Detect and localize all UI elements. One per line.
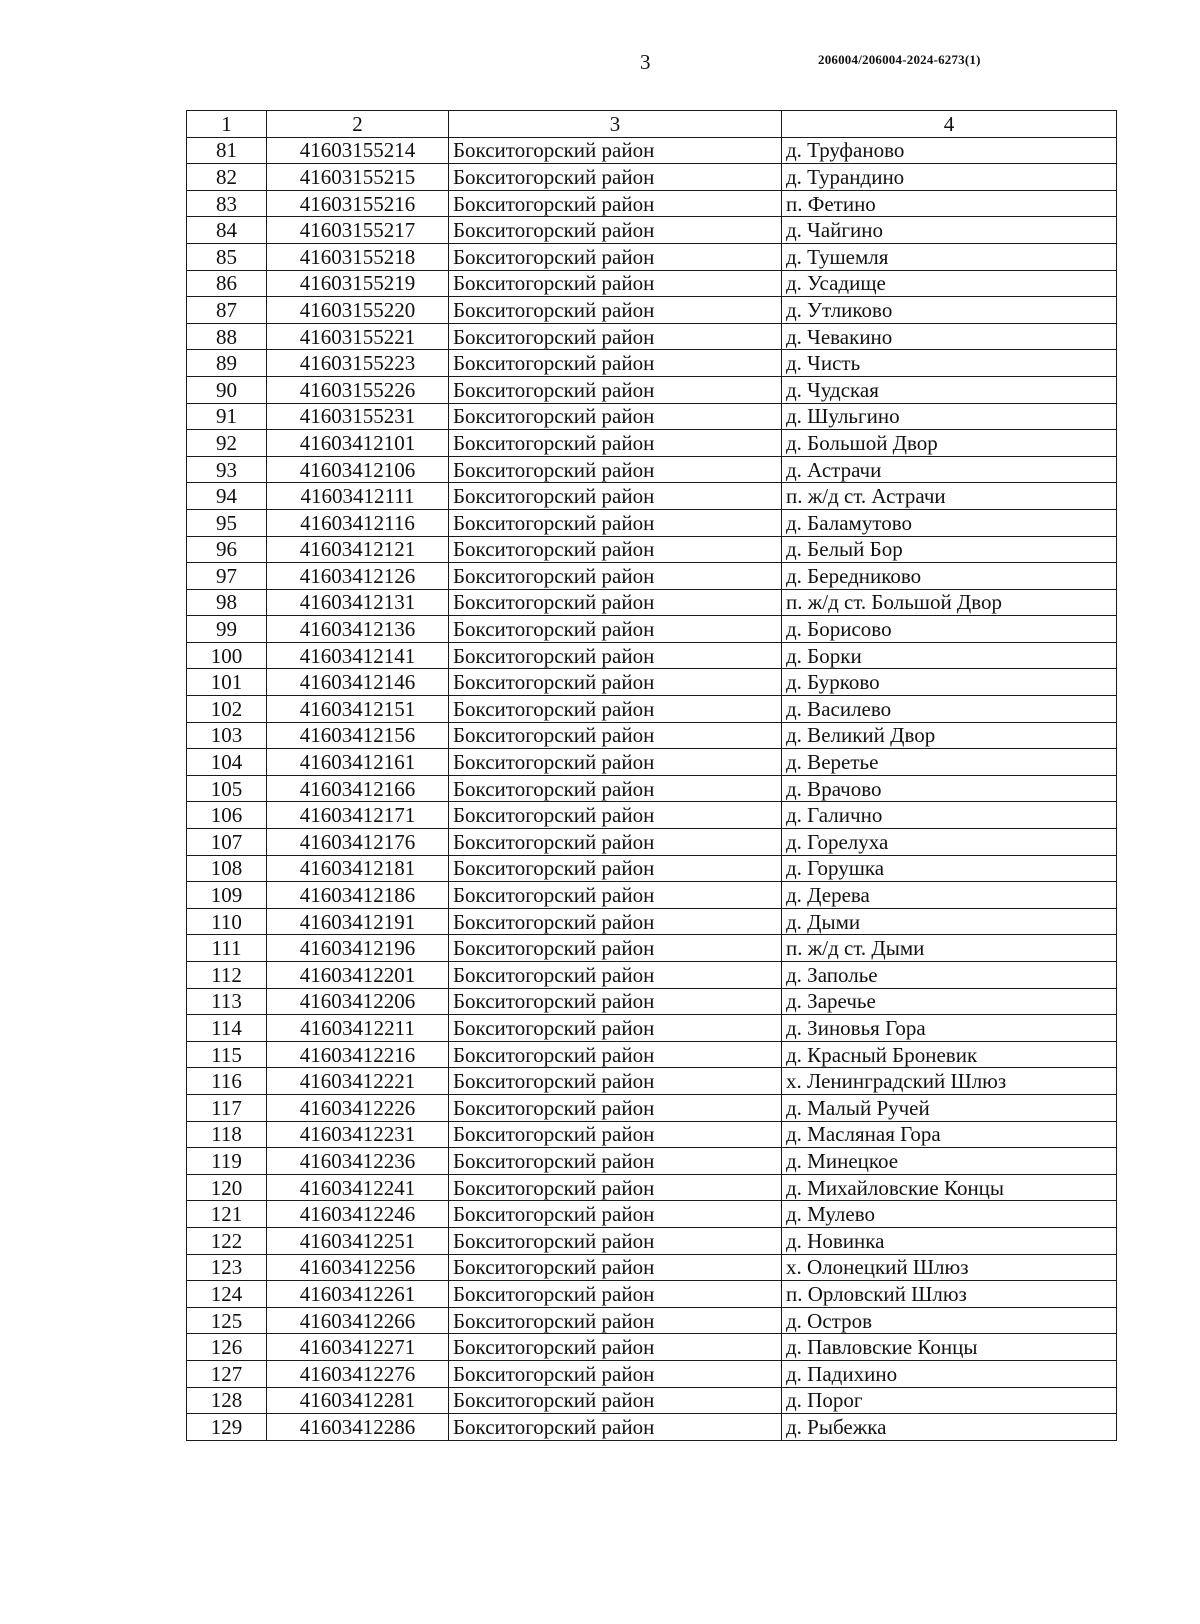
table-row <box>187 1015 1117 1042</box>
row-number: 127 <box>187 1360 267 1387</box>
table-row <box>187 589 1117 616</box>
header-row <box>187 111 1117 138</box>
table-row <box>187 1094 1117 1121</box>
row-number: 93 <box>187 456 267 483</box>
district-name: Бокситогорский район <box>449 1281 782 1308</box>
locality-name: д. Горелуха <box>782 829 1117 856</box>
table-row <box>187 882 1117 909</box>
table-row <box>187 1281 1117 1308</box>
row-number: 91 <box>187 403 267 430</box>
district-name: Бокситогорский район <box>449 829 782 856</box>
locality-name: д. Остров <box>782 1307 1117 1334</box>
locality-name: д. Рыбежка <box>782 1414 1117 1441</box>
locality-name: д. Чайгино <box>782 217 1117 244</box>
row-number: 83 <box>187 190 267 217</box>
row-number: 100 <box>187 642 267 669</box>
okato-code: 41603412266 <box>267 1307 449 1334</box>
page-number: 3 <box>640 50 651 74</box>
locality-name: д. Новинка <box>782 1227 1117 1254</box>
okato-code: 41603412166 <box>267 775 449 802</box>
okato-code: 41603412231 <box>267 1121 449 1148</box>
row-number: 101 <box>187 669 267 696</box>
column-header-2: 2 <box>267 111 449 138</box>
district-name: Бокситогорский район <box>449 589 782 616</box>
locality-name: д. Михайловские Концы <box>782 1174 1117 1201</box>
district-name: Бокситогорский район <box>449 642 782 669</box>
table-row <box>187 1148 1117 1175</box>
table-row <box>187 988 1117 1015</box>
table-row <box>187 616 1117 643</box>
table-row <box>187 749 1117 776</box>
district-name: Бокситогорский район <box>449 1254 782 1281</box>
table-row <box>187 350 1117 377</box>
locality-name: д. Борисово <box>782 616 1117 643</box>
row-number: 125 <box>187 1307 267 1334</box>
district-name: Бокситогорский район <box>449 1307 782 1334</box>
row-number: 97 <box>187 563 267 590</box>
locality-name: д. Астрачи <box>782 456 1117 483</box>
locality-name: д. Утликово <box>782 297 1117 324</box>
locality-name: п. Орловский Шлюз <box>782 1281 1117 1308</box>
okato-code: 41603412191 <box>267 908 449 935</box>
okato-code: 41603155214 <box>267 137 449 164</box>
locality-name: д. Тушемля <box>782 243 1117 270</box>
locality-name: д. Минецкое <box>782 1148 1117 1175</box>
row-number: 108 <box>187 855 267 882</box>
district-name: Бокситогорский район <box>449 616 782 643</box>
row-number: 122 <box>187 1227 267 1254</box>
table-row <box>187 1387 1117 1414</box>
locality-name: д. Белый Бор <box>782 536 1117 563</box>
table-row <box>187 802 1117 829</box>
row-number: 121 <box>187 1201 267 1228</box>
okato-code: 41603412276 <box>267 1360 449 1387</box>
table-row <box>187 935 1117 962</box>
row-number: 113 <box>187 988 267 1015</box>
okato-code: 41603412131 <box>267 589 449 616</box>
okato-code: 41603412251 <box>267 1227 449 1254</box>
table-body <box>187 137 1117 1440</box>
district-name: Бокситогорский район <box>449 403 782 430</box>
locality-name: д. Чудская <box>782 376 1117 403</box>
locality-name: д. Мулево <box>782 1201 1117 1228</box>
okato-code: 41603412241 <box>267 1174 449 1201</box>
table-row <box>187 855 1117 882</box>
locality-name: х. Ленинградский Шлюз <box>782 1068 1117 1095</box>
district-name: Бокситогорский район <box>449 1360 782 1387</box>
table-row <box>187 376 1117 403</box>
okato-code: 41603155231 <box>267 403 449 430</box>
locality-name: д. Зиновья Гора <box>782 1015 1117 1042</box>
okato-code: 41603412101 <box>267 430 449 457</box>
locality-name: п. ж/д ст. Дыми <box>782 935 1117 962</box>
table-row <box>187 270 1117 297</box>
district-name: Бокситогорский район <box>449 775 782 802</box>
row-number: 110 <box>187 908 267 935</box>
locality-name: д. Павловские Концы <box>782 1334 1117 1361</box>
table-row <box>187 536 1117 563</box>
locality-name: п. ж/д ст. Большой Двор <box>782 589 1117 616</box>
okato-code: 41603412201 <box>267 962 449 989</box>
row-number: 116 <box>187 1068 267 1095</box>
row-number: 112 <box>187 962 267 989</box>
district-name: Бокситогорский район <box>449 935 782 962</box>
okato-code: 41603412181 <box>267 855 449 882</box>
district-name: Бокситогорский район <box>449 962 782 989</box>
table-row <box>187 1068 1117 1095</box>
okato-code: 41603155221 <box>267 323 449 350</box>
district-name: Бокситогорский район <box>449 1201 782 1228</box>
district-name: Бокситогорский район <box>449 430 782 457</box>
district-name: Бокситогорский район <box>449 882 782 909</box>
okato-code: 41603412186 <box>267 882 449 909</box>
locality-name: д. Дыми <box>782 908 1117 935</box>
row-number: 126 <box>187 1334 267 1361</box>
district-name: Бокситогорский район <box>449 217 782 244</box>
table-row <box>187 696 1117 723</box>
table-row <box>187 775 1117 802</box>
table-row <box>187 403 1117 430</box>
district-name: Бокситогорский район <box>449 1414 782 1441</box>
okato-code: 41603412111 <box>267 483 449 510</box>
locality-name: д. Чевакино <box>782 323 1117 350</box>
row-number: 98 <box>187 589 267 616</box>
row-number: 105 <box>187 775 267 802</box>
district-name: Бокситогорский район <box>449 536 782 563</box>
okato-code: 41603412136 <box>267 616 449 643</box>
okato-code: 41603412256 <box>267 1254 449 1281</box>
row-number: 118 <box>187 1121 267 1148</box>
locality-name: д. Порог <box>782 1387 1117 1414</box>
locality-name: д. Заречье <box>782 988 1117 1015</box>
table-row <box>187 243 1117 270</box>
locality-name: д. Горушка <box>782 855 1117 882</box>
table-row <box>187 1227 1117 1254</box>
district-name: Бокситогорский район <box>449 1174 782 1201</box>
okato-code: 41603412126 <box>267 563 449 590</box>
table-row <box>187 1254 1117 1281</box>
district-name: Бокситогорский район <box>449 908 782 935</box>
okato-code: 41603412281 <box>267 1387 449 1414</box>
locality-name: д. Баламутово <box>782 509 1117 536</box>
locality-name: д. Василево <box>782 696 1117 723</box>
okato-code: 41603412156 <box>267 722 449 749</box>
locality-name: д. Красный Броневик <box>782 1041 1117 1068</box>
district-name: Бокситогорский район <box>449 350 782 377</box>
district-name: Бокситогорский район <box>449 483 782 510</box>
district-name: Бокситогорский район <box>449 1121 782 1148</box>
locality-name: д. Бередниково <box>782 563 1117 590</box>
okato-code: 41603412141 <box>267 642 449 669</box>
okato-code: 41603412226 <box>267 1094 449 1121</box>
row-number: 89 <box>187 350 267 377</box>
table-row <box>187 1201 1117 1228</box>
district-name: Бокситогорский район <box>449 696 782 723</box>
okato-code: 41603155218 <box>267 243 449 270</box>
okato-code: 41603155220 <box>267 297 449 324</box>
table-row <box>187 137 1117 164</box>
district-name: Бокситогорский район <box>449 297 782 324</box>
row-number: 128 <box>187 1387 267 1414</box>
column-header-1: 1 <box>187 111 267 138</box>
table-header <box>187 111 1117 138</box>
okato-code: 41603412176 <box>267 829 449 856</box>
okato-code: 41603155219 <box>267 270 449 297</box>
row-number: 117 <box>187 1094 267 1121</box>
table-row <box>187 483 1117 510</box>
table-row <box>187 563 1117 590</box>
table-row <box>187 669 1117 696</box>
locality-name: п. ж/д ст. Астрачи <box>782 483 1117 510</box>
table-row <box>187 297 1117 324</box>
district-name: Бокситогорский район <box>449 722 782 749</box>
okato-code: 41603155216 <box>267 190 449 217</box>
row-number: 85 <box>187 243 267 270</box>
okato-code: 41603412116 <box>267 509 449 536</box>
row-number: 96 <box>187 536 267 563</box>
row-number: 119 <box>187 1148 267 1175</box>
table-row <box>187 908 1117 935</box>
okato-code: 41603412216 <box>267 1041 449 1068</box>
district-name: Бокситогорский район <box>449 243 782 270</box>
row-number: 88 <box>187 323 267 350</box>
district-name: Бокситогорский район <box>449 509 782 536</box>
okato-code: 41603412171 <box>267 802 449 829</box>
district-name: Бокситогорский район <box>449 802 782 829</box>
row-number: 111 <box>187 935 267 962</box>
row-number: 103 <box>187 722 267 749</box>
table-row <box>187 217 1117 244</box>
okato-code: 41603412146 <box>267 669 449 696</box>
table-row <box>187 1334 1117 1361</box>
row-number: 84 <box>187 217 267 244</box>
okato-code: 41603155223 <box>267 350 449 377</box>
district-name: Бокситогорский район <box>449 376 782 403</box>
row-number: 102 <box>187 696 267 723</box>
table-row <box>187 456 1117 483</box>
row-number: 109 <box>187 882 267 909</box>
district-name: Бокситогорский район <box>449 669 782 696</box>
locality-name: д. Чисть <box>782 350 1117 377</box>
locality-name: д. Врачово <box>782 775 1117 802</box>
row-number: 124 <box>187 1281 267 1308</box>
okato-code: 41603412211 <box>267 1015 449 1042</box>
table-row <box>187 1360 1117 1387</box>
column-header-3: 3 <box>449 111 782 138</box>
okato-code: 41603412151 <box>267 696 449 723</box>
district-name: Бокситогорский район <box>449 1148 782 1175</box>
district-name: Бокситогорский район <box>449 749 782 776</box>
okato-code: 41603155217 <box>267 217 449 244</box>
locality-name: д. Борки <box>782 642 1117 669</box>
table-row <box>187 323 1117 350</box>
table-row <box>187 1041 1117 1068</box>
district-name: Бокситогорский район <box>449 456 782 483</box>
district-name: Бокситогорский район <box>449 1387 782 1414</box>
okato-code: 41603412221 <box>267 1068 449 1095</box>
table-row <box>187 722 1117 749</box>
district-name: Бокситогорский район <box>449 1227 782 1254</box>
row-number: 123 <box>187 1254 267 1281</box>
district-name: Бокситогорский район <box>449 190 782 217</box>
table-row <box>187 1121 1117 1148</box>
table-row <box>187 164 1117 191</box>
locality-name: д. Малый Ручей <box>782 1094 1117 1121</box>
column-header-4: 4 <box>782 111 1117 138</box>
row-number: 82 <box>187 164 267 191</box>
district-name: Бокситогорский район <box>449 855 782 882</box>
district-name: Бокситогорский район <box>449 563 782 590</box>
okato-code: 41603412121 <box>267 536 449 563</box>
okato-code: 41603412196 <box>267 935 449 962</box>
row-number: 115 <box>187 1041 267 1068</box>
row-number: 90 <box>187 376 267 403</box>
document-id: 206004/206004-2024-6273(1) <box>818 52 981 67</box>
row-number: 86 <box>187 270 267 297</box>
row-number: 129 <box>187 1414 267 1441</box>
table-row <box>187 829 1117 856</box>
district-name: Бокситогорский район <box>449 1015 782 1042</box>
locality-name: д. Заполье <box>782 962 1117 989</box>
okato-code: 41603155226 <box>267 376 449 403</box>
locality-name: д. Масляная Гора <box>782 1121 1117 1148</box>
row-number: 92 <box>187 430 267 457</box>
row-number: 87 <box>187 297 267 324</box>
table-row <box>187 1414 1117 1441</box>
district-name: Бокситогорский район <box>449 1068 782 1095</box>
okato-code: 41603412206 <box>267 988 449 1015</box>
locality-name: д. Великий Двор <box>782 722 1117 749</box>
locality-name: д. Галично <box>782 802 1117 829</box>
locality-name: д. Дерева <box>782 882 1117 909</box>
row-number: 94 <box>187 483 267 510</box>
locality-name: д. Шульгино <box>782 403 1117 430</box>
table-row <box>187 509 1117 536</box>
district-name: Бокситогорский район <box>449 1334 782 1361</box>
row-number: 95 <box>187 509 267 536</box>
district-name: Бокситогорский район <box>449 137 782 164</box>
row-number: 106 <box>187 802 267 829</box>
district-name: Бокситогорский район <box>449 164 782 191</box>
okato-code: 41603412106 <box>267 456 449 483</box>
row-number: 114 <box>187 1015 267 1042</box>
district-name: Бокситогорский район <box>449 323 782 350</box>
locality-name: п. Фетино <box>782 190 1117 217</box>
okato-code: 41603412161 <box>267 749 449 776</box>
locality-name: д. Веретье <box>782 749 1117 776</box>
row-number: 81 <box>187 137 267 164</box>
row-number: 99 <box>187 616 267 643</box>
district-name: Бокситогорский район <box>449 988 782 1015</box>
okato-code: 41603412261 <box>267 1281 449 1308</box>
okato-code: 41603412246 <box>267 1201 449 1228</box>
district-name: Бокситогорский район <box>449 270 782 297</box>
table-row <box>187 1307 1117 1334</box>
okato-code: 41603155215 <box>267 164 449 191</box>
okato-code: 41603412286 <box>267 1414 449 1441</box>
row-number: 120 <box>187 1174 267 1201</box>
locality-name: д. Турандино <box>782 164 1117 191</box>
row-number: 104 <box>187 749 267 776</box>
locality-name: д. Большой Двор <box>782 430 1117 457</box>
okato-code: 41603412236 <box>267 1148 449 1175</box>
locality-name: д. Падихино <box>782 1360 1117 1387</box>
locality-name: х. Олонецкий Шлюз <box>782 1254 1117 1281</box>
locality-table <box>186 110 1117 1441</box>
locality-name: д. Бурково <box>782 669 1117 696</box>
locality-name: д. Труфаново <box>782 137 1117 164</box>
row-number: 107 <box>187 829 267 856</box>
table-row <box>187 962 1117 989</box>
table-row <box>187 190 1117 217</box>
district-name: Бокситогорский район <box>449 1041 782 1068</box>
okato-code: 41603412271 <box>267 1334 449 1361</box>
table-row <box>187 642 1117 669</box>
locality-name: д. Усадище <box>782 270 1117 297</box>
table-row <box>187 430 1117 457</box>
district-name: Бокситогорский район <box>449 1094 782 1121</box>
table-row <box>187 1174 1117 1201</box>
